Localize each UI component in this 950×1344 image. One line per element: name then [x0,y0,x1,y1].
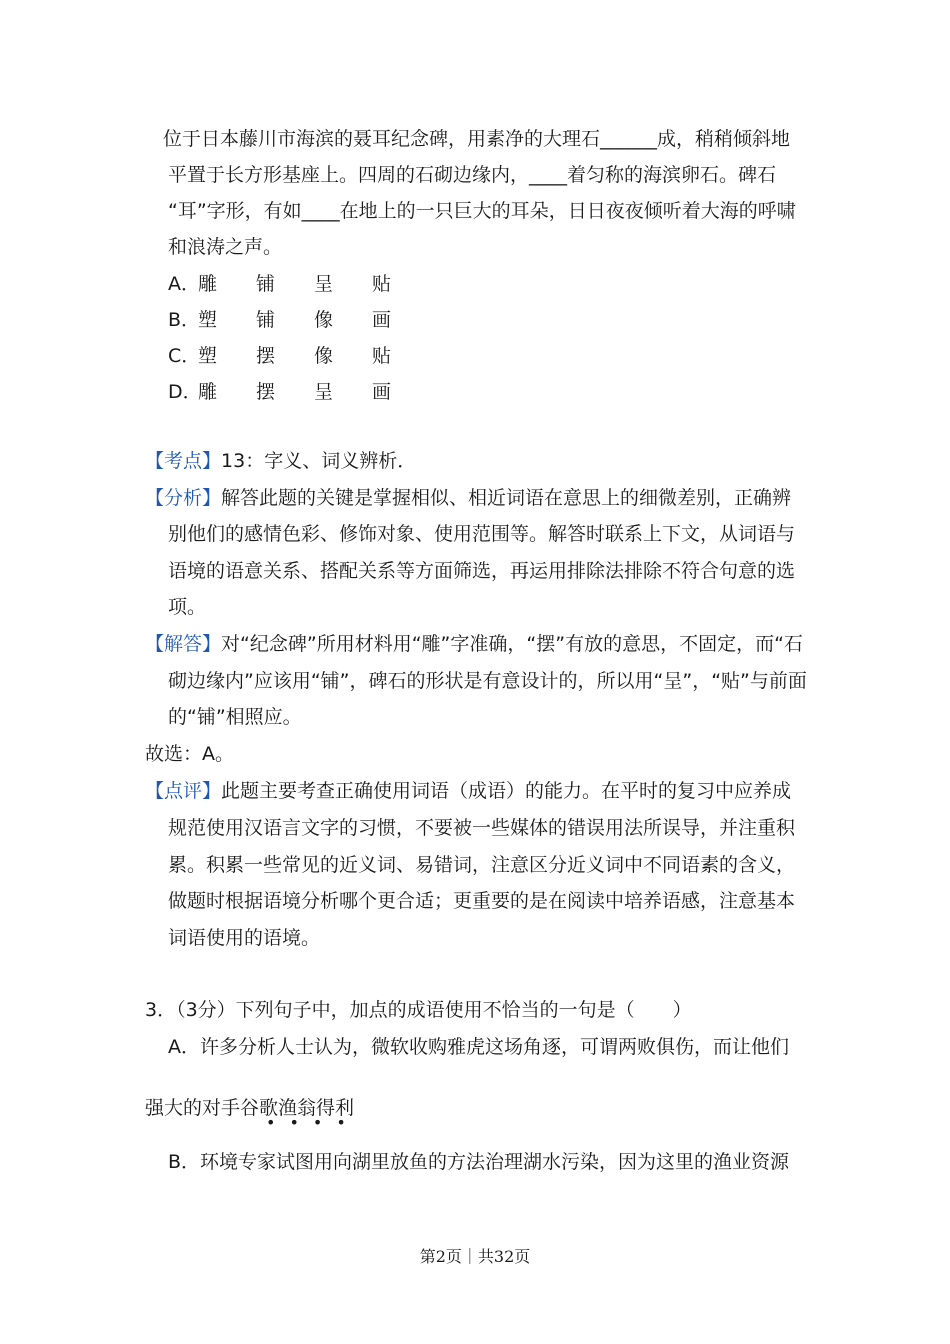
option-word: 呈 [314,381,334,403]
passage-line-2: 平置于长方形基座上。四周的石砌边缘内，____着匀称的海滨卵石。碑石 [168,164,777,186]
passage-line-4: 和浪涛之声。 [168,236,283,258]
jieda-line-2: 砌边缘内”应该用“铺”，碑石的形状是有意设计的，所以用“呈”，“贴”与前面 [168,670,807,692]
option-word: 雕 [198,273,218,295]
dianping-tag: 【点评】 [145,780,222,802]
option-word: 画 [372,381,392,403]
option-a-text: 强大的对手 [145,1097,241,1119]
fenxi-line-2: 别他们的感情色彩、修饰对象、使用范围等。解答时联系上下文，从词语与 [168,523,796,545]
option-word: 摆 [256,381,276,403]
fenxi-line-4: 项。 [168,596,207,618]
option-word: 贴 [372,345,392,367]
jieda-line-3: 的“铺”相照应。 [168,706,302,728]
passage-line-3: “耳”字形，有如____在地上的一只巨大的耳朵，日日夜夜倾听着大海的呼啸 [168,200,796,222]
option-word: 塑 [198,309,218,331]
dianping-line-1: 此题主要考查正确使用词语（成语）的能力。在平时的复习中应养成 [221,780,792,802]
kaodian-section [145,448,416,474]
option-a [168,271,391,297]
option-label: D． [168,381,202,403]
kaodian-tag: 【考点】 [145,450,222,472]
option-word: 塑 [198,345,218,367]
option-word: 呈 [314,273,334,295]
option-word: 画 [372,309,392,331]
option-word: 摆 [256,345,276,367]
fenxi-tag: 【分析】 [145,487,222,509]
jieda-section [145,631,803,657]
fenxi-section [145,485,791,511]
fenxi-line-3: 语境的语意关系、搭配关系等方面筛选，再运用排除法排除不符合句意的选 [168,560,796,582]
kaodian-text: 13：字义、词义辨析． [221,450,417,472]
option-word: 像 [314,309,334,331]
option-word: 铺 [256,273,276,295]
dianping-line-3: 累。积累一些常见的近义词、易错词，注意区分近义词中不同语素的含义， [168,854,796,876]
dotted-idiom: 谷歌渔翁得利 [240,1097,355,1119]
page-footer: 第2页｜共32页 [419,1247,531,1266]
question-3-stem: 3．（3分）下列句子中，加点的成语使用不恰当的一句是（ ） [145,999,692,1021]
dianping-line-2: 规范使用汉语言文字的习惯，不要被一些媒体的错误用法所误导，并注重积 [168,817,796,839]
option-d [168,379,391,405]
answer-line: 故选：A。 [145,743,234,765]
option-word: 雕 [198,381,218,403]
fenxi-line-1: 解答此题的关键是掌握相似、相近词语在意思上的细微差别，正确辨 [221,487,792,509]
option-b [168,307,391,333]
emphasis-dots: •••• [266,1113,360,1132]
question-3-option-b-line-1: B．环境专家试图用向湖里放鱼的方法治理湖水污染，因为这里的渔业资源 [168,1151,790,1173]
option-label: B． [168,309,201,331]
dianping-line-4: 做题时根据语境分析哪个更合适；更重要的是在阅读中培养语感，注意基本 [168,890,796,912]
option-word: 贴 [372,273,392,295]
option-label: A． [168,273,200,295]
jieda-line-1: 对“纪念碑”所用材料用“雕”字准确，“摆”有放的意思，不固定，而“石 [221,633,803,655]
dianping-section [145,778,791,804]
option-word: 铺 [256,309,276,331]
dianping-line-5: 词语使用的语境。 [168,927,321,949]
option-label: C． [168,345,201,367]
passage-line-1: 位于日本藤川市海滨的聂耳纪念碑，用素净的大理石______成，稍稍倾斜地 [163,128,791,150]
option-c [168,343,391,369]
option-word: 像 [314,345,334,367]
question-3-option-a-line-1: A．许多分析人士认为，微软收购雅虎这场角逐，可谓两败俱伤，而让他们 [168,1036,789,1058]
jieda-tag: 【解答】 [145,633,222,655]
